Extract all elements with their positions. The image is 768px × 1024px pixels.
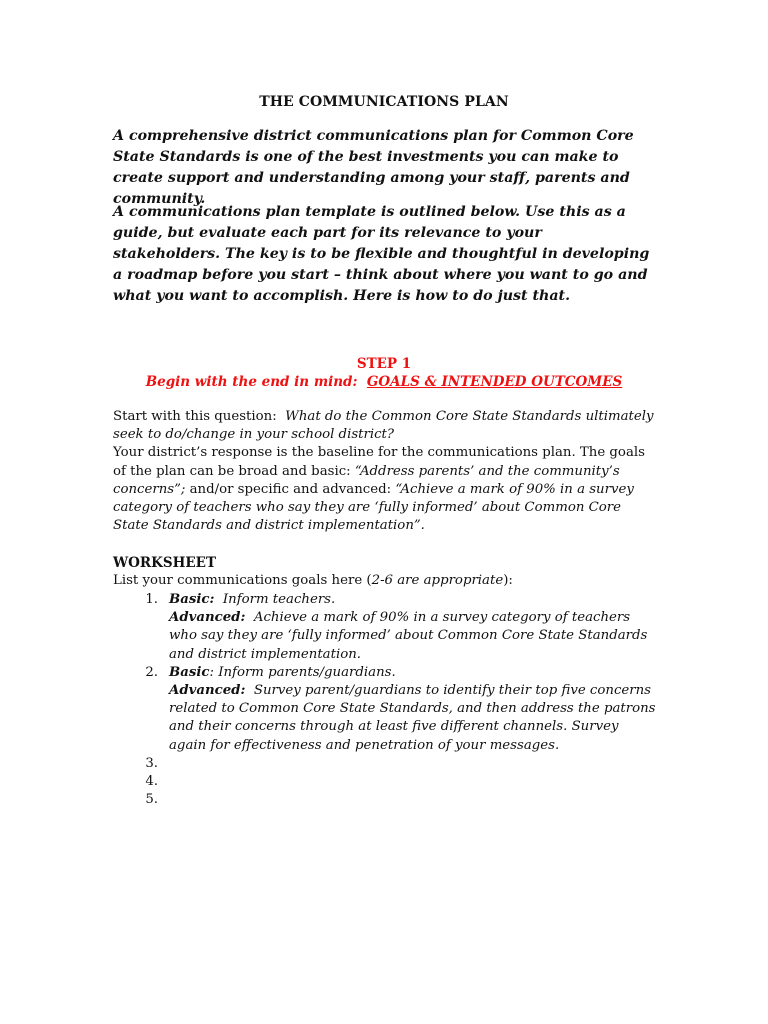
- and-or-text: and/or specific and advanced:: [189, 481, 392, 497]
- goal-basic-text: : Inform parents/guardians.: [209, 664, 396, 680]
- goal-number: 5.: [145, 792, 158, 808]
- goal-basic-label: Basic: [169, 664, 210, 680]
- worksheet-heading: WORKSHEET: [113, 555, 217, 571]
- basic-example: “Address parents’ and the community’s concerns”;: [113, 463, 620, 497]
- page-title: THE COMMUNICATIONS PLAN: [259, 94, 509, 110]
- goal-item: [113, 773, 658, 791]
- question-text: What do the Common Core State Standards ultimately seek to do/change in your school district?: [113, 409, 654, 443]
- baseline-text: Your district’s response is the baseline for the communications plan. The goals of the plan can be broad and basic:: [113, 445, 645, 479]
- goal-advanced-label: Advanced:: [169, 610, 246, 626]
- goal-item: [113, 755, 658, 773]
- goal-item: [113, 791, 658, 809]
- goal-advanced-label: Advanced:: [169, 683, 246, 699]
- goal-advanced-text: Achieve a mark of 90% in a survey category of teachers who say they are ‘fully informed’ about Common Core State Standards and district implementation.: [169, 610, 648, 662]
- step-body: [113, 408, 658, 535]
- goal-content: [158, 591, 658, 664]
- goal-number: 3.: [145, 755, 158, 771]
- question-lead: Start with this question:: [113, 409, 277, 424]
- goal-number: 2.: [145, 664, 158, 680]
- step-subtitle: [0, 374, 768, 390]
- goal-advanced-text: Survey parent/guardians to identify their top five concerns related to Common Core State Standards, and then address the patrons and their concerns through at least five different channels. Survey again for effectiveness and penetration of your messages.: [169, 683, 656, 753]
- worksheet-instruction: [113, 573, 513, 588]
- goal-number: 1.: [145, 592, 158, 607]
- goal-number: 4.: [145, 774, 158, 790]
- intro-paragraph-2: A communications plan template is outlined below. Use this as a guide, but evaluate each part for its relevance to your stakeholders. The key is to be flexible and thoughtful in developing a roadmap before you start – think about where you want to go and what you want to accomplish. Here is how to do just that.: [113, 204, 650, 304]
- goals-list: [113, 591, 658, 809]
- step-subtitle-emphasis: GOALS & INTENDED OUTCOMES: [366, 374, 623, 390]
- goal-item: [113, 591, 658, 664]
- worksheet-instruction-lead: List your communications goals here (: [113, 573, 372, 588]
- goal-content: [158, 664, 658, 755]
- advanced-example: “Achieve a mark of 90% in a survey category of teachers who say they are ‘fully informed’ about Common Core State Standards and district implementation”.: [113, 481, 634, 534]
- step-label: STEP 1: [356, 356, 412, 372]
- goal-item: [113, 664, 658, 755]
- intro-paragraph-1: A comprehensive district communications plan for Common Core State Standards is one of the best investments you can make to create support and understanding among your staff, parents and community.: [113, 128, 634, 207]
- step-subtitle-lead: Begin with the end in mind:: [145, 374, 358, 390]
- goal-basic-label: Basic:: [169, 592, 215, 607]
- worksheet-instruction-range: 2-6 are appropriate: [371, 573, 504, 588]
- worksheet-instruction-end: ):: [503, 573, 513, 588]
- goal-basic-text: Inform teachers.: [222, 592, 336, 607]
